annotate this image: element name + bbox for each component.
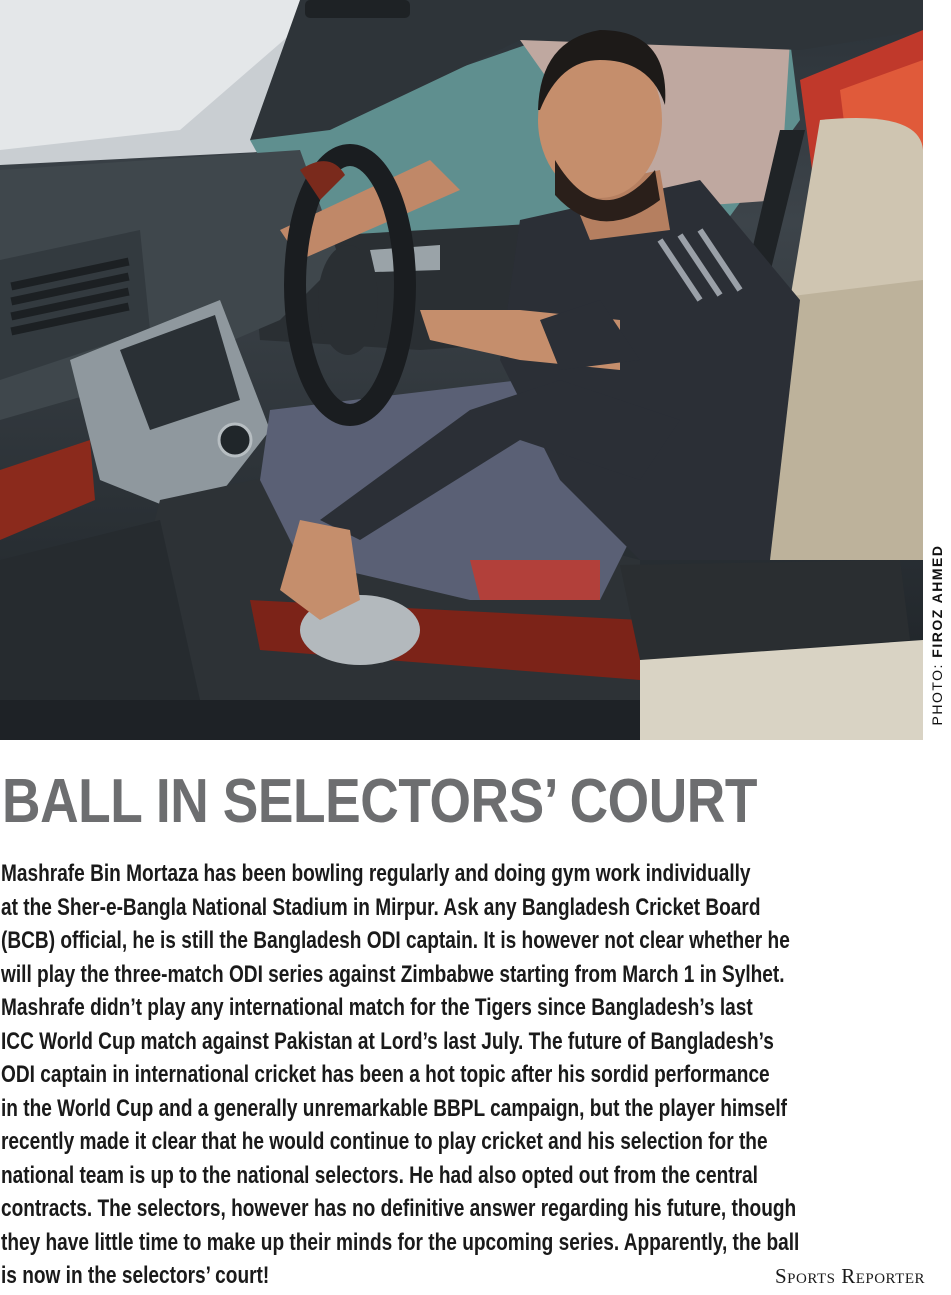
photo-credit — [923, 0, 951, 740]
article-body — [1, 857, 812, 1293]
body-line: contracts. The selectors, however has no definitive answer regarding his future, though — [1, 1195, 797, 1222]
body-line: in the World Cup and a generally unremarkable BBPL campaign, but the player himself — [1, 1094, 787, 1122]
photo-credit-text — [929, 544, 945, 725]
body-line: will play the three-match ODI series against Zimbabwe starting from March 1 in Sylhet. — [1, 960, 785, 988]
photographer-name: FIROZ AHMED — [929, 544, 945, 658]
article-headline: BALL IN SELECTORS’ COURT — [2, 767, 757, 836]
body-line: national team is up to the national selectors. He had also opted out from the central — [1, 1161, 758, 1189]
byline: Sports Reporter — [775, 1264, 925, 1288]
body-line: Mashrafe didn’t play any international match for the Tigers since Bangladesh’s last — [1, 994, 753, 1021]
body-line: ICC World Cup match against Pakistan at Lord’s last July. The future of Bangladesh’s — [1, 1027, 774, 1055]
body-line: recently made it clear that he would continue to play cricket and his selection for the — [1, 1128, 768, 1155]
body-line: is now in the selectors’ court! — [1, 1262, 270, 1289]
body-line: ODI captain in international cricket has been a hot topic after his sordid performance — [1, 1061, 770, 1088]
photo-credit-label: PHOTO: — [929, 657, 945, 726]
body-line: they have little time to make up their minds for the upcoming series. Apparently, the ball — [1, 1228, 800, 1256]
body-line: at the Sher-e-Bangla National Stadium in Mirpur. Ask any Bangladesh Cricket Board — [1, 893, 761, 921]
body-line: Mashrafe Bin Mortaza has been bowling regularly and doing gym work individually — [1, 860, 751, 887]
body-line: (BCB) official, he is still the Bangladesh ODI captain. It is however not clear whether he — [1, 927, 790, 954]
